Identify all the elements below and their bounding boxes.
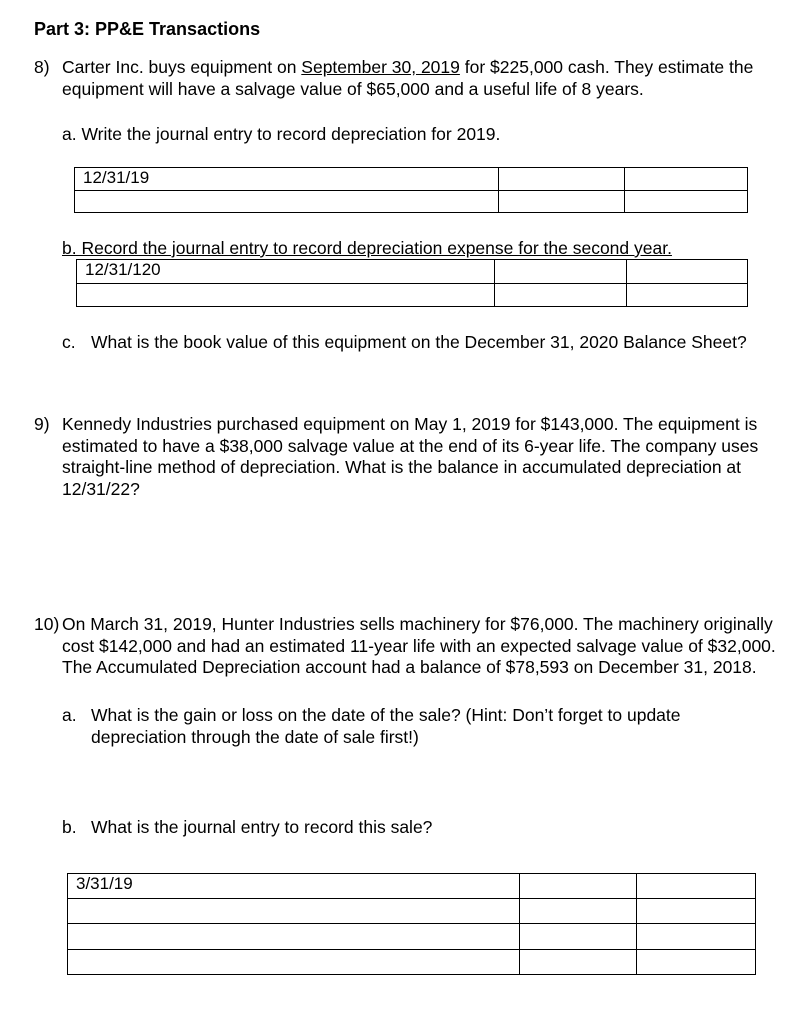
table-row bbox=[68, 950, 756, 975]
credit-cell[interactable] bbox=[627, 284, 748, 307]
credit-cell[interactable] bbox=[625, 191, 748, 213]
debit-cell[interactable] bbox=[499, 191, 625, 213]
date-cell[interactable]: 12/31/19 bbox=[75, 168, 499, 191]
journal-table-8b bbox=[76, 259, 748, 307]
date-cell[interactable]: 12/31/120 bbox=[77, 260, 495, 284]
debit-cell[interactable] bbox=[495, 260, 627, 284]
credit-cell[interactable] bbox=[637, 950, 756, 975]
question-10a-label: a. bbox=[62, 705, 77, 725]
debit-cell[interactable] bbox=[520, 899, 637, 924]
table-row bbox=[68, 924, 756, 950]
table-row bbox=[77, 284, 748, 307]
question-8c-text: What is the book value of this equipment on the December 31, 2020 Balance Sheet? bbox=[91, 332, 747, 352]
credit-cell[interactable] bbox=[637, 899, 756, 924]
table-row bbox=[68, 874, 756, 899]
question-10b-label: b. bbox=[62, 817, 77, 837]
question-8a-prompt: a. Write the journal entry to record depreciation for 2019. bbox=[62, 124, 501, 144]
debit-cell[interactable] bbox=[499, 168, 625, 191]
question-8-text-after: for $225,000 cash. They estimate the equipment will have a salvage value of $65,000 and a useful life of 8 years. bbox=[62, 57, 754, 99]
account-cell[interactable] bbox=[68, 924, 520, 950]
question-8c-label: c. bbox=[62, 332, 76, 352]
table-row bbox=[75, 191, 748, 213]
question-10-text: On March 31, 2019, Hunter Industries sells machinery for $76,000. The machinery originally cost $142,000 and had an estimated 11-year life with an expected salvage value of $32,000. The Accumulated Depreciation account had a balance of $78,593 on December 31, 2018. bbox=[62, 614, 776, 677]
question-10b-text: What is the journal entry to record this sale? bbox=[91, 817, 433, 837]
page-title: Part 3: PP&E Transactions bbox=[34, 19, 261, 39]
question-8-text bbox=[62, 57, 774, 100]
credit-cell[interactable] bbox=[625, 168, 748, 191]
debit-cell[interactable] bbox=[520, 924, 637, 950]
debit-cell[interactable] bbox=[520, 950, 637, 975]
question-8-number: 8) bbox=[34, 57, 50, 77]
table-row bbox=[77, 260, 748, 284]
date-cell[interactable]: 3/31/19 bbox=[68, 874, 520, 899]
journal-table-10b bbox=[67, 873, 756, 975]
question-10a-text: What is the gain or loss on the date of the sale? (Hint: Don’t forget to update depreciation through the date of sale first!) bbox=[91, 705, 681, 747]
question-8b-text: b. Record the journal entry to record depreciation expense for the second year. bbox=[62, 238, 672, 258]
credit-cell[interactable] bbox=[637, 874, 756, 899]
account-cell[interactable] bbox=[68, 899, 520, 924]
question-9-text: Kennedy Industries purchased equipment on May 1, 2019 for $143,000. The equipment is estimated to have a $38,000 salvage value at the end of its 6-year life. The company uses straight-line method of depreciation. What is the balance in accumulated depreciation at 12/31/22? bbox=[62, 414, 759, 499]
table-row bbox=[68, 899, 756, 924]
credit-cell[interactable] bbox=[627, 260, 748, 284]
question-9-number: 9) bbox=[34, 414, 50, 434]
debit-cell[interactable] bbox=[520, 874, 637, 899]
credit-cell[interactable] bbox=[637, 924, 756, 950]
question-8-date: September 30, 2019 bbox=[301, 57, 460, 77]
debit-cell[interactable] bbox=[495, 284, 627, 307]
account-cell[interactable] bbox=[77, 284, 495, 307]
journal-table-8a bbox=[74, 167, 748, 213]
account-cell[interactable] bbox=[75, 191, 499, 213]
question-8-text-before: Carter Inc. buys equipment on bbox=[62, 57, 302, 77]
account-cell[interactable] bbox=[68, 950, 520, 975]
question-8b-prompt bbox=[62, 238, 672, 260]
table-row bbox=[75, 168, 748, 191]
question-10-number: 10) bbox=[34, 614, 60, 634]
